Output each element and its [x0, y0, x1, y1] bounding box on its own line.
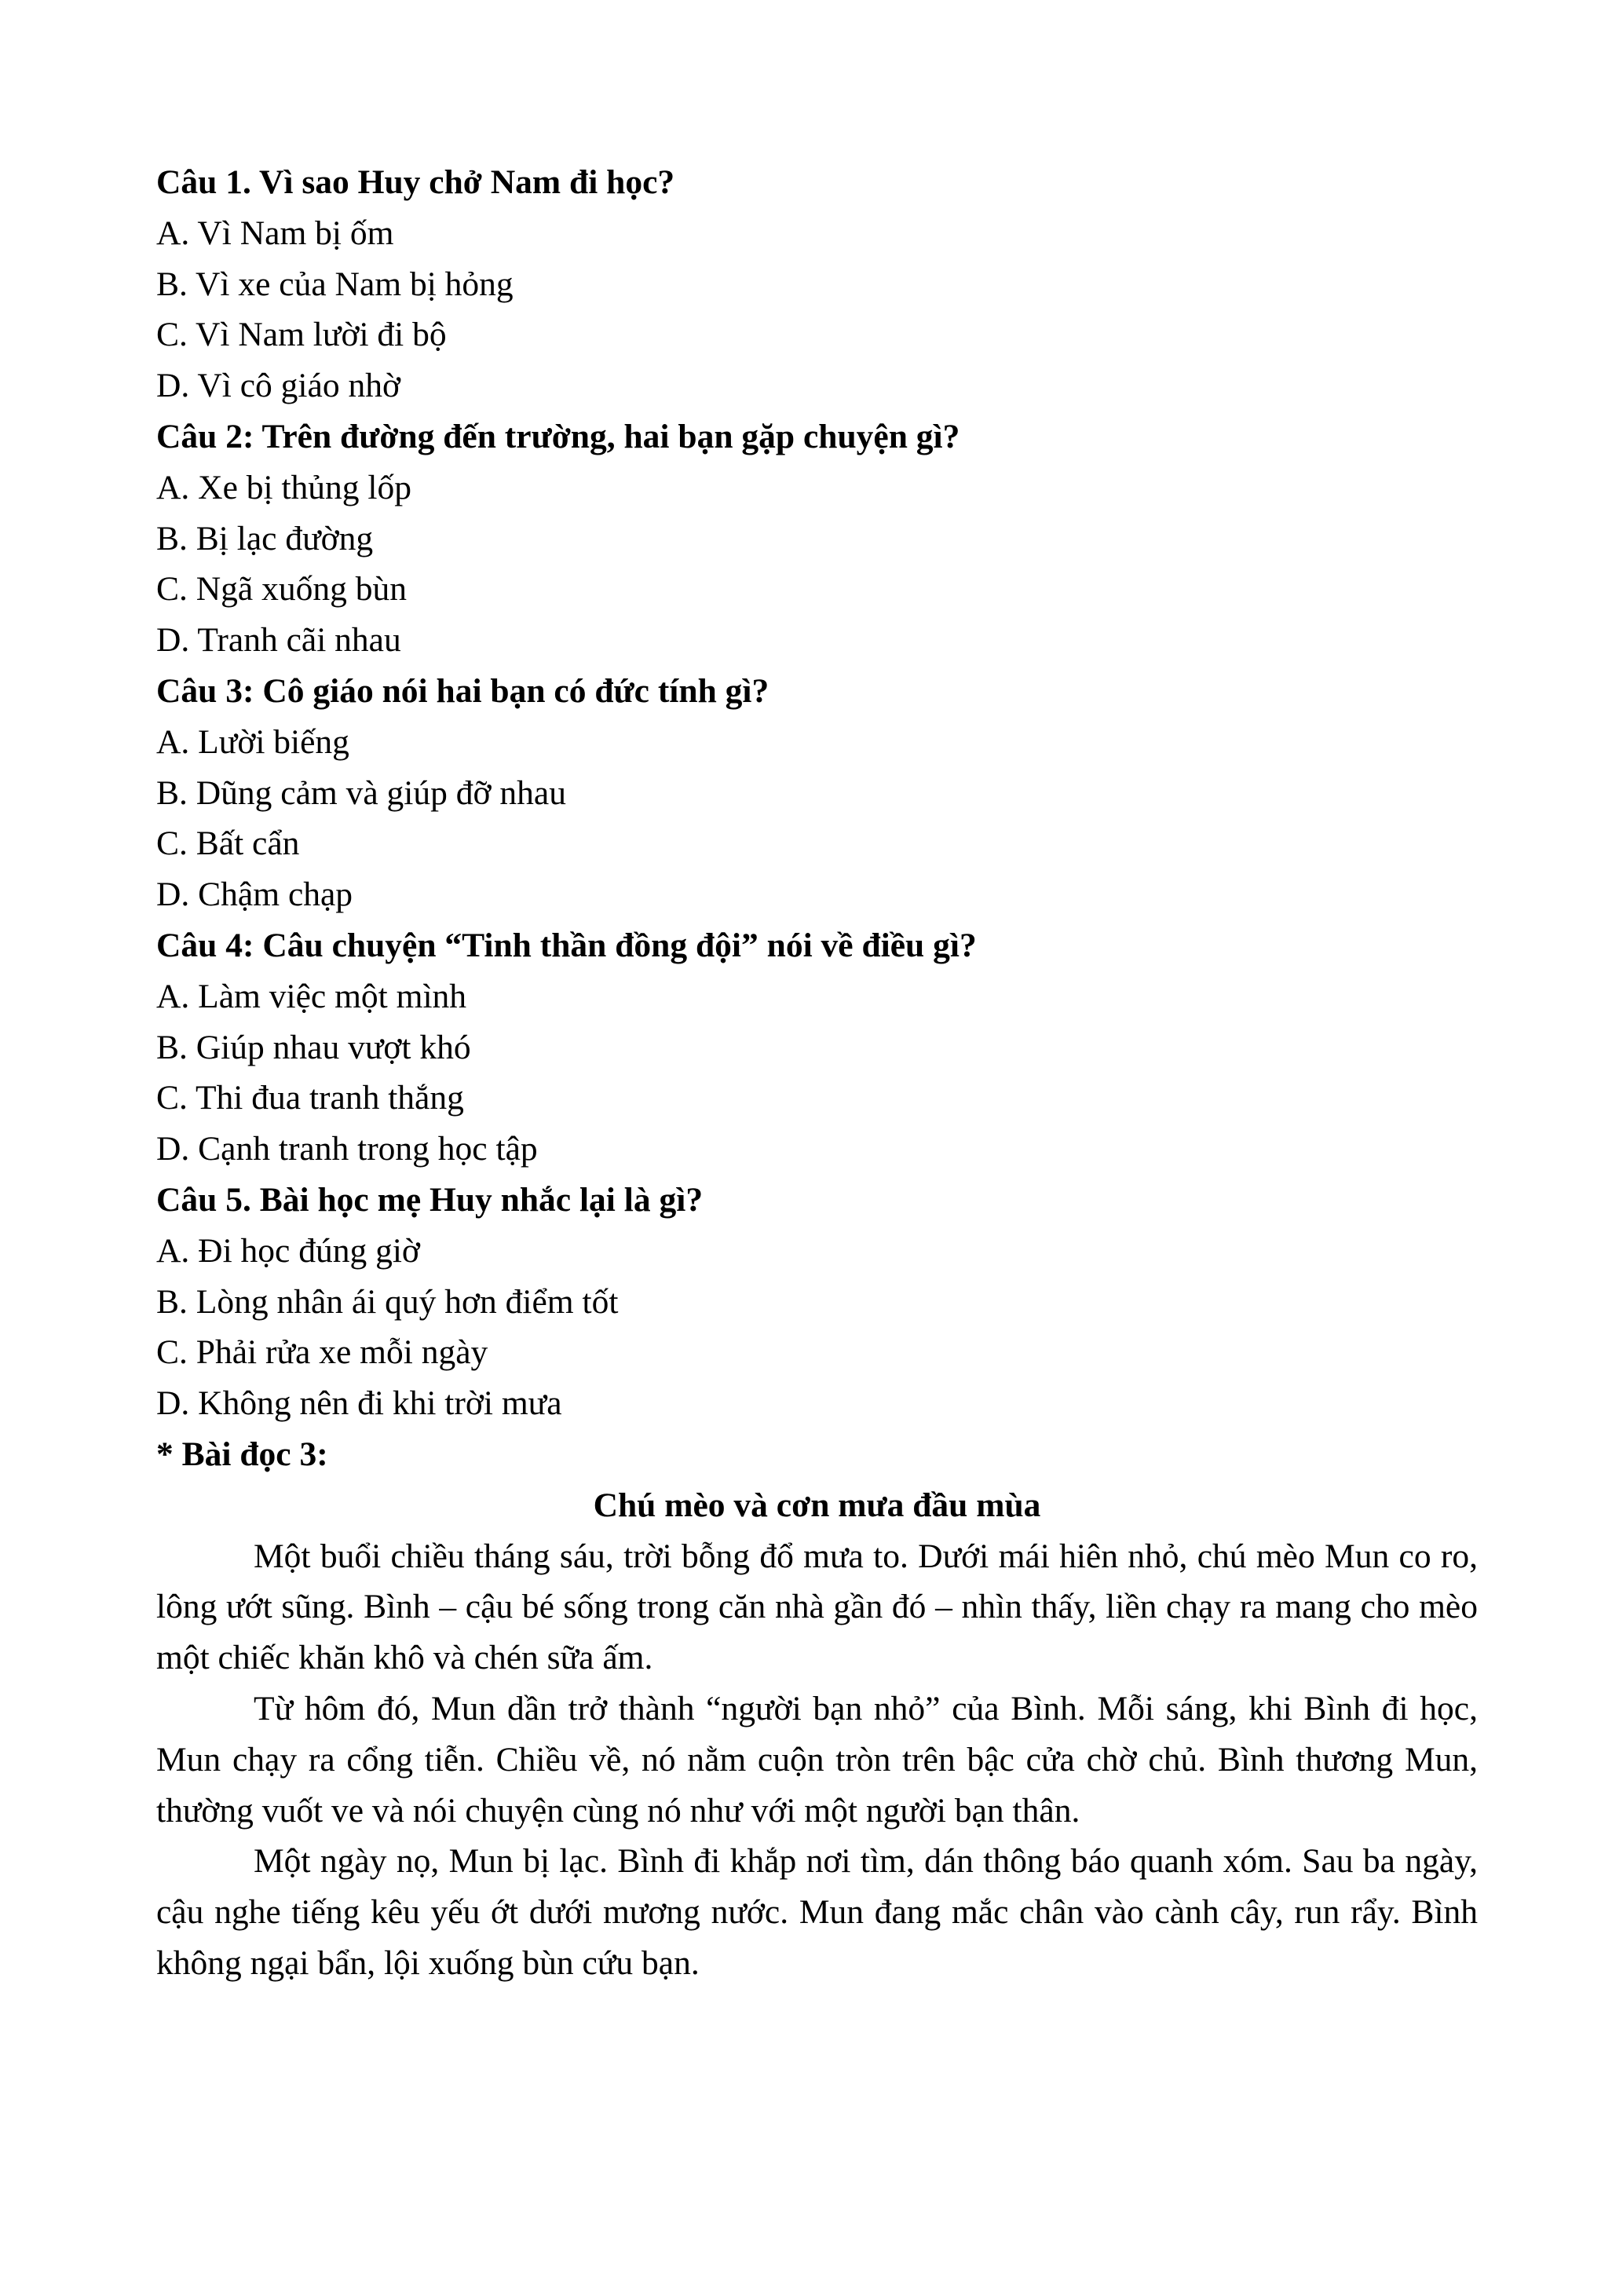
story-paragraph: Một buổi chiều tháng sáu, trời bỗng đổ mưa to. Dưới mái hiên nhỏ, chú mèo Mun co ro, lông ướt sũng. Bình – cậu bé sống trong căn nhà gần đó – nhìn thấy, liền chạy ra mang cho mèo một chiếc khăn khô và chén sữa ấm.	[156, 1537, 1478, 1677]
answer-option: C. Bất cẩn	[156, 824, 300, 863]
answer-option: C. Vì Nam lười đi bộ	[156, 316, 447, 354]
document-page	[156, 157, 1478, 1989]
answer-option: A. Vì Nam bị ốm	[156, 214, 394, 252]
story-title: Chú mèo và cơn mưa đầu mùa	[593, 1486, 1041, 1524]
story-paragraph: Một ngày nọ, Mun bị lạc. Bình đi khắp nơi tìm, dán thông báo quanh xóm. Sau ba ngày, cậu nghe tiếng kêu yếu ớt dưới mương nước. Mun đang mắc chân vào cành cây, run rẩy. Bình không ngại bẩn, lội xuống bùn cứu bạn.	[156, 1842, 1478, 1982]
answer-option: A. Xe bị thủng lốp	[156, 468, 412, 506]
answer-option: A. Làm việc một mình	[156, 977, 467, 1015]
answer-option: C. Phải rửa xe mỗi ngày	[156, 1333, 488, 1372]
question-heading: Câu 2: Trên đường đến trường, hai bạn gặp chuyện gì?	[156, 417, 960, 455]
answer-option: A. Đi học đúng giờ	[156, 1231, 420, 1270]
story-paragraph: Từ hôm đó, Mun dần trở thành “người bạn nhỏ” của Bình. Mỗi sáng, khi Bình đi học, Mun chạy ra cổng tiễn. Chiều về, nó nằm cuộn tròn trên bậc cửa chờ chủ. Bình thương Mun, thường vuốt ve và nói chuyện cùng nó như với một người bạn thân.	[156, 1689, 1478, 1830]
question-heading: Câu 5. Bài học mẹ Huy nhắc lại là gì?	[156, 1180, 704, 1219]
question-heading: Câu 4: Câu chuyện “Tinh thần đồng đội” nói về điều gì?	[156, 926, 977, 964]
question-heading: Câu 3: Cô giáo nói hai bạn có đức tính gì?	[156, 671, 769, 710]
answer-option: B. Lòng nhân ái quý hơn điểm tốt	[156, 1282, 619, 1321]
answer-option: D. Chậm chạp	[156, 876, 353, 914]
answer-option: B. Vì xe của Nam bị hỏng	[156, 265, 514, 303]
answer-option: D. Tranh cãi nhau	[156, 621, 401, 660]
answer-option: B. Bị lạc đường	[156, 519, 374, 558]
question-heading: Câu 1. Vì sao Huy chở Nam đi học?	[156, 163, 675, 201]
answer-option: D. Vì cô giáo nhờ	[156, 367, 400, 405]
answer-option: D. Cạnh tranh trong học tập	[156, 1130, 538, 1168]
answer-option: C. Thi đua tranh thắng	[156, 1079, 464, 1117]
reading-heading: * Bài đọc 3:	[156, 1435, 328, 1473]
answer-option: A. Lười biếng	[156, 722, 349, 761]
answer-option: B. Giúp nhau vượt khó	[156, 1028, 471, 1066]
answer-option: B. Dũng cảm và giúp đỡ nhau	[156, 773, 566, 812]
answer-option: C. Ngã xuống bùn	[156, 570, 407, 609]
answer-option: D. Không nên đi khi trời mưa	[156, 1384, 562, 1423]
